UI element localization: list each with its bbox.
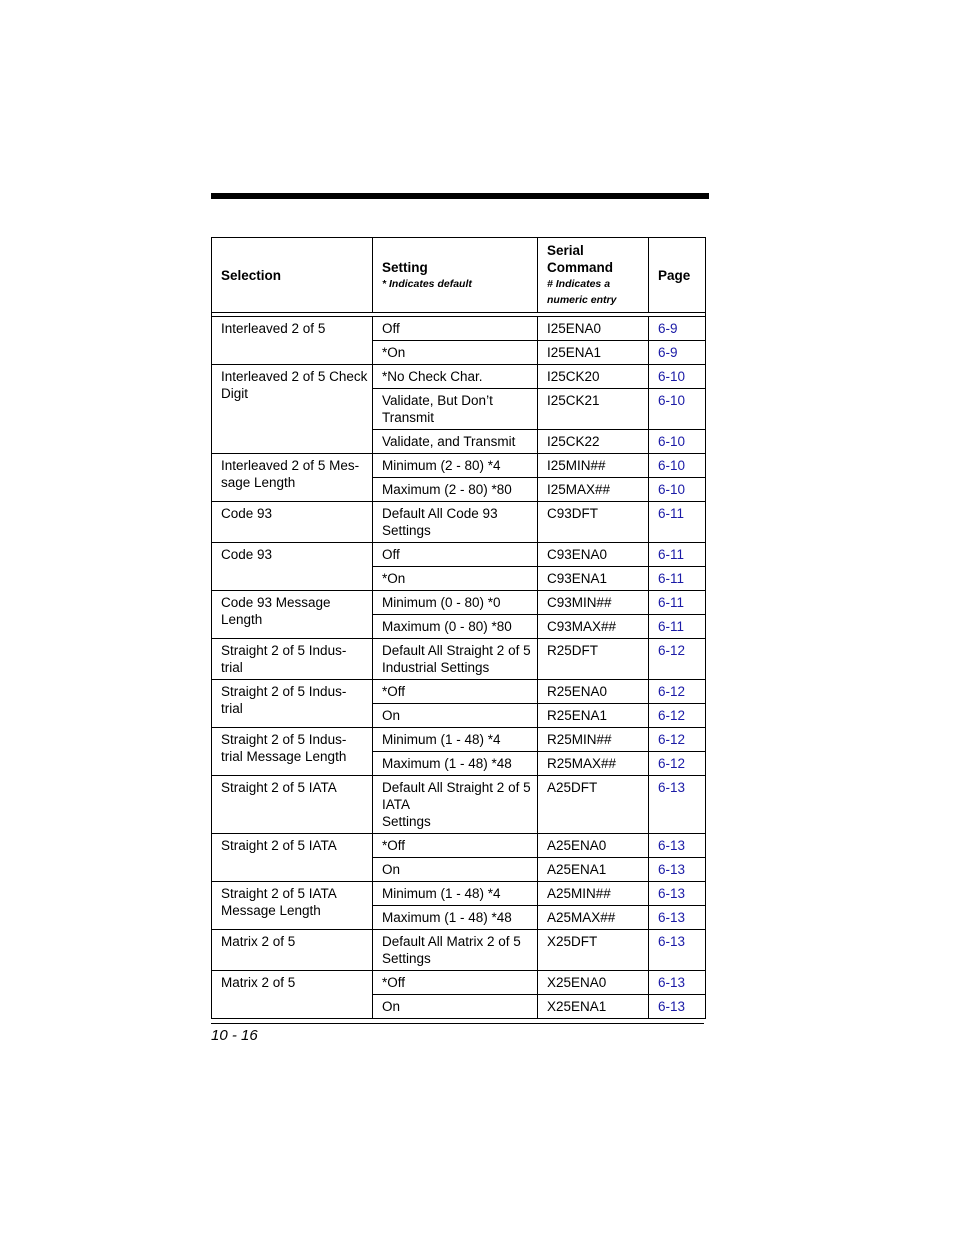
page-link[interactable]: 6-13	[658, 975, 686, 990]
serial-command-cell: R25ENA0	[538, 680, 649, 704]
header-setting	[373, 238, 538, 313]
table-body	[212, 317, 706, 1019]
serial-command-cell: A25MIN##	[538, 882, 649, 906]
page-cell	[649, 341, 706, 365]
selection-cell: Interleaved 2 of 5	[212, 317, 373, 365]
page-cell	[649, 615, 706, 639]
setting-cell: Off	[373, 543, 538, 567]
serial-command-cell: I25MIN##	[538, 454, 649, 478]
page-link[interactable]: 6-10	[658, 369, 686, 384]
selection-cell: Straight 2 of 5 Indus-trial	[212, 639, 373, 680]
selection-cell: Code 93	[212, 502, 373, 543]
table-row	[212, 930, 706, 971]
page-link[interactable]: 6-13	[658, 910, 686, 925]
header-serial-command	[538, 238, 649, 313]
page-link[interactable]: 6-12	[658, 708, 686, 723]
setting-cell: *Off	[373, 971, 538, 995]
selection-cell: Straight 2 of 5 IATA Message Length	[212, 882, 373, 930]
selection-cell: Interleaved 2 of 5 Check Digit	[212, 365, 373, 454]
serial-command-cell: R25DFT	[538, 639, 649, 680]
top-rule	[211, 193, 709, 199]
serial-command-cell: I25MAX##	[538, 478, 649, 502]
selection-cell: Straight 2 of 5 Indus-trial Message Length	[212, 728, 373, 776]
footer-rule	[211, 1023, 704, 1024]
page-cell	[649, 995, 706, 1019]
header-serial-note1: # Indicates a	[547, 278, 611, 290]
serial-command-cell: R25ENA1	[538, 704, 649, 728]
setting-cell: Minimum (1 - 48) *4	[373, 728, 538, 752]
table-row	[212, 317, 706, 341]
selection-cell: Code 93	[212, 543, 373, 591]
page-link[interactable]: 6-10	[658, 458, 686, 473]
serial-command-cell: I25CK20	[538, 365, 649, 389]
page-cell	[649, 906, 706, 930]
selection-cell: Matrix 2 of 5	[212, 930, 373, 971]
table-row	[212, 591, 706, 615]
header-serial-note2: numeric entry	[547, 294, 617, 306]
setting-cell: Validate, and Transmit	[373, 430, 538, 454]
page-link[interactable]: 6-12	[658, 684, 686, 699]
serial-command-table	[211, 237, 706, 1019]
table-row	[212, 502, 706, 543]
serial-command-cell: A25ENA1	[538, 858, 649, 882]
table-row	[212, 834, 706, 858]
setting-cell: Maximum (0 - 80) *80	[373, 615, 538, 639]
page-link[interactable]: 6-13	[658, 780, 686, 795]
setting-cell: On	[373, 858, 538, 882]
selection-cell: Interleaved 2 of 5 Mes-sage Length	[212, 454, 373, 502]
page-cell	[649, 680, 706, 704]
setting-cell: *Off	[373, 680, 538, 704]
setting-cell: Minimum (1 - 48) *4	[373, 882, 538, 906]
page-link[interactable]: 6-11	[658, 571, 685, 586]
setting-cell: Validate, But Don’t Transmit	[373, 389, 538, 430]
page-cell	[649, 591, 706, 615]
table-row	[212, 639, 706, 680]
header-setting-note: * Indicates default	[382, 277, 472, 290]
serial-command-cell: C93DFT	[538, 502, 649, 543]
page-cell	[649, 502, 706, 543]
page-link[interactable]: 6-11	[658, 506, 685, 521]
page-cell	[649, 454, 706, 478]
serial-command-cell: X25ENA0	[538, 971, 649, 995]
setting-cell: Minimum (2 - 80) *4	[373, 454, 538, 478]
page-cell	[649, 639, 706, 680]
table-row	[212, 543, 706, 567]
setting-cell: On	[373, 995, 538, 1019]
serial-command-cell: I25CK22	[538, 430, 649, 454]
setting-cell: Maximum (1 - 48) *48	[373, 752, 538, 776]
serial-command-cell: X25DFT	[538, 930, 649, 971]
serial-command-cell: A25ENA0	[538, 834, 649, 858]
serial-command-cell: C93MIN##	[538, 591, 649, 615]
setting-cell: Default All Matrix 2 of 5 Settings	[373, 930, 538, 971]
serial-command-cell: R25MIN##	[538, 728, 649, 752]
selection-cell: Straight 2 of 5 IATA	[212, 834, 373, 882]
setting-cell: On	[373, 704, 538, 728]
setting-cell: Default All Straight 2 of 5 Industrial Settings	[373, 639, 538, 680]
page-cell	[649, 365, 706, 389]
page-cell	[649, 704, 706, 728]
serial-command-cell: I25ENA0	[538, 317, 649, 341]
header-serial-line1: Serial	[547, 243, 584, 258]
selection-cell: Straight 2 of 5 IATA	[212, 776, 373, 834]
page-link[interactable]: 6-13	[658, 838, 686, 853]
selection-cell: Matrix 2 of 5	[212, 971, 373, 1019]
page-link[interactable]: 6-11	[658, 619, 685, 634]
page-cell	[649, 752, 706, 776]
page-link[interactable]: 6-10	[658, 482, 686, 497]
page-link[interactable]: 6-10	[658, 393, 686, 408]
header-serial-line2: Command	[547, 260, 614, 275]
page-link[interactable]: 6-13	[658, 862, 686, 877]
header-selection: Selection	[212, 238, 373, 313]
setting-cell: Default All Code 93 Settings	[373, 502, 538, 543]
serial-command-cell: A25DFT	[538, 776, 649, 834]
page-link[interactable]: 6-13	[658, 886, 686, 901]
page-link[interactable]: 6-11	[658, 547, 685, 562]
page-cell	[649, 430, 706, 454]
table-row	[212, 454, 706, 478]
page-link[interactable]: 6-10	[658, 434, 686, 449]
table-row	[212, 365, 706, 389]
table-row	[212, 776, 706, 834]
page-cell	[649, 478, 706, 502]
page-link[interactable]: 6-13	[658, 934, 686, 949]
table-row	[212, 680, 706, 704]
page-number: 10 - 16	[211, 1027, 258, 1044]
setting-cell: Off	[373, 317, 538, 341]
table-row	[212, 971, 706, 995]
setting-cell: *On	[373, 341, 538, 365]
page-link[interactable]: 6-13	[658, 999, 686, 1014]
serial-command-cell: C93ENA1	[538, 567, 649, 591]
serial-command-cell: I25CK21	[538, 389, 649, 430]
page-cell	[649, 930, 706, 971]
page-cell	[649, 543, 706, 567]
setting-cell: *On	[373, 567, 538, 591]
page-cell	[649, 567, 706, 591]
page-link[interactable]: 6-12	[658, 732, 686, 747]
table-header-row	[212, 238, 706, 313]
serial-command-cell: A25MAX##	[538, 906, 649, 930]
page-link[interactable]: 6-12	[658, 643, 686, 658]
table-row	[212, 882, 706, 906]
page-link[interactable]: 6-12	[658, 756, 686, 771]
serial-command-cell: X25ENA1	[538, 995, 649, 1019]
page-cell	[649, 776, 706, 834]
setting-cell: Maximum (2 - 80) *80	[373, 478, 538, 502]
page-cell	[649, 882, 706, 906]
setting-cell: Default All Straight 2 of 5 IATA Settings	[373, 776, 538, 834]
page-cell	[649, 728, 706, 752]
setting-cell: Minimum (0 - 80) *0	[373, 591, 538, 615]
serial-command-cell: I25ENA1	[538, 341, 649, 365]
serial-command-cell: R25MAX##	[538, 752, 649, 776]
header-page: Page	[649, 238, 706, 313]
serial-command-cell: C93MAX##	[538, 615, 649, 639]
page-cell	[649, 858, 706, 882]
page-cell	[649, 971, 706, 995]
setting-cell: Maximum (1 - 48) *48	[373, 906, 538, 930]
page-cell	[649, 389, 706, 430]
selection-cell: Straight 2 of 5 Indus-trial	[212, 680, 373, 728]
page-cell	[649, 834, 706, 858]
page-link[interactable]: 6-9	[658, 345, 678, 360]
page-cell	[649, 317, 706, 341]
page-link[interactable]: 6-11	[658, 595, 685, 610]
serial-command-cell: C93ENA0	[538, 543, 649, 567]
selection-cell: Code 93 Message Length	[212, 591, 373, 639]
setting-cell: *No Check Char.	[373, 365, 538, 389]
header-setting-label: Setting	[382, 259, 428, 275]
table-row	[212, 728, 706, 752]
page-link[interactable]: 6-9	[658, 321, 678, 336]
setting-cell: *Off	[373, 834, 538, 858]
